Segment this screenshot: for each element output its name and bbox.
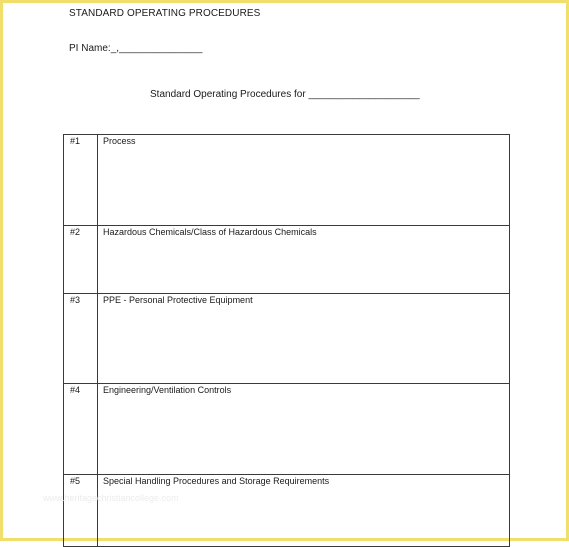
row-label: PPE - Personal Protective Equipment: [103, 295, 253, 305]
sop-table: [63, 134, 510, 547]
sop-for-row: [150, 89, 420, 100]
pi-name-label: PI Name:: [69, 43, 111, 54]
row-label: Process: [103, 136, 136, 146]
row-label: Hazardous Chemicals/Class of Hazardous Chemicals: [103, 227, 317, 237]
sop-for-label: Standard Operating Procedures for: [150, 89, 306, 100]
row-content-cell[interactable]: [98, 294, 510, 384]
row-number: #3: [70, 295, 81, 305]
row-content-cell[interactable]: [98, 384, 510, 475]
pi-name-row: [69, 43, 202, 54]
row-number-cell: [64, 294, 98, 384]
row-label: Special Handling Procedures and Storage Requirements: [103, 476, 330, 486]
row-content-cell[interactable]: [98, 135, 510, 226]
table-row: [64, 294, 510, 384]
row-content-cell[interactable]: [98, 226, 510, 294]
row-number-cell: [64, 135, 98, 226]
pi-name-field[interactable]: _,_______________: [110, 43, 203, 54]
sop-for-field[interactable]: ____________________: [308, 89, 420, 100]
table-row: [64, 135, 510, 226]
document-title: STANDARD OPERATING PROCEDURES: [69, 8, 261, 19]
watermark-text: www.heritagechristiancollege.com: [43, 493, 179, 503]
row-number-cell: [64, 384, 98, 475]
row-number-cell: [64, 226, 98, 294]
row-number: #4: [70, 385, 81, 395]
row-number: #5: [70, 476, 81, 486]
table-row: [64, 384, 510, 475]
row-number: #2: [70, 227, 81, 237]
row-content-cell[interactable]: [98, 475, 510, 547]
row-label: Engineering/Ventilation Controls: [103, 385, 232, 395]
table-row: [64, 475, 510, 547]
row-number-cell: [64, 475, 98, 547]
table-row: [64, 226, 510, 294]
row-number: #1: [70, 136, 81, 146]
